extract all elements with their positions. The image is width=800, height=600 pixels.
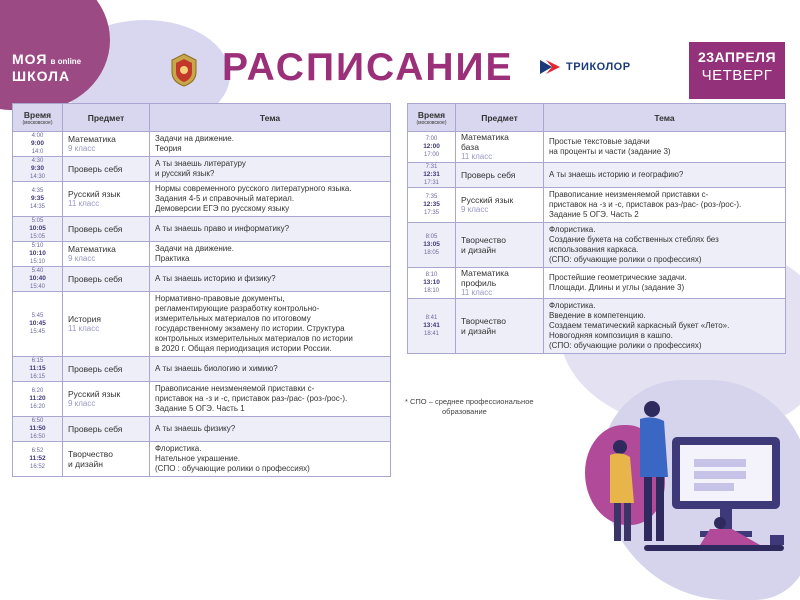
subject-cell: [456, 132, 544, 163]
subject-name: Проверь себя: [68, 164, 123, 174]
subject-name: Математика: [68, 244, 116, 254]
topic-cell: Флористика. Нательное украшение. (СПО : обучающие ролики о профессиях): [150, 442, 391, 477]
local-time: 4:00: [31, 133, 44, 139]
subject-column-header: Предмет: [63, 104, 150, 132]
time-cell: [408, 163, 456, 188]
local-time: 6:15: [31, 358, 44, 364]
grade-label: 9 класс: [461, 205, 489, 214]
local-time: 4:30: [31, 158, 44, 164]
page-title: РАСПИСАНИЕ: [222, 46, 514, 89]
moya-shkola-logo: [12, 52, 81, 84]
local-time: 15:10: [29, 259, 45, 265]
subject-cell: [63, 242, 150, 267]
topic-cell: Правописание неизменяемой приставки с- приставок на -з и -с, приставок раз-/рас- (роз-/рос-). Задание 5 ОГЭ. Часть 2: [544, 188, 786, 223]
schedule-table-right: [407, 103, 786, 354]
topic-column-header: Тема: [544, 104, 786, 132]
moscow-time: 11:20: [29, 395, 46, 402]
time-cell: [13, 132, 63, 157]
topic-cell: Задачи на движение. Теория: [150, 132, 391, 157]
local-time: 17:31: [423, 180, 439, 186]
schedule-row: [13, 242, 391, 267]
ministry-emblem-icon: [166, 52, 202, 88]
schedule-row: [13, 442, 391, 477]
topic-cell: А ты знаешь историю и географию?: [544, 163, 786, 188]
subject-name: Математика база: [461, 132, 509, 152]
moscow-time: 13:05: [423, 241, 440, 248]
schedule-row: [408, 299, 786, 354]
schedule-row: [13, 357, 391, 382]
moscow-time: 12:35: [423, 201, 440, 208]
subject-name: Русский язык: [461, 195, 514, 205]
time-cell: [13, 157, 63, 182]
topic-cell: Задачи на движение. Практика: [150, 242, 391, 267]
local-time: 16:15: [29, 374, 45, 380]
time-column-header: Время (московское): [13, 104, 63, 132]
topic-cell: Нормативно-правовые документы, регламентирующие разработку контрольно- измерительных материалов по итоговому государственному экзамену по истории. Структура контрольных измерительных материалов по истории в 2020 г. Общая периодизация истории России.: [150, 292, 391, 357]
schedule-row: [408, 132, 786, 163]
subject-cell: [63, 267, 150, 292]
subject-cell: [63, 182, 150, 217]
moscow-time: 10:40: [29, 275, 46, 282]
local-time: 17:35: [423, 210, 439, 216]
topic-cell: А ты знаешь историю и физику?: [150, 267, 391, 292]
subject-name: Проверь себя: [461, 170, 516, 180]
moscow-time: 10:10: [29, 250, 46, 257]
time-cell: [13, 442, 63, 477]
time-cell: [408, 268, 456, 299]
moscow-time: 12:00: [423, 143, 440, 150]
time-cell: [13, 217, 63, 242]
subject-cell: [456, 299, 544, 354]
moscow-time: 10:45: [29, 320, 46, 327]
moscow-time: 11:50: [29, 425, 46, 432]
topic-cell: Нормы современного русского литературного языка. Задания 4-5 и справочный материал. Демоверсии ЕГЭ по русскому языку: [150, 182, 391, 217]
schedule-row: [408, 163, 786, 188]
local-time: 8:10: [425, 272, 438, 278]
grade-label: 11 класс: [461, 152, 493, 161]
local-time: 5:45: [31, 313, 44, 319]
logo-word-2: ШКОЛА: [12, 68, 71, 84]
local-time: 7:00: [425, 136, 438, 142]
subject-cell: [456, 188, 544, 223]
time-cell: [13, 182, 63, 217]
subject-cell: [63, 382, 150, 417]
subject-cell: [456, 163, 544, 188]
schedule-row: [13, 182, 391, 217]
subject-name: Проверь себя: [68, 224, 123, 234]
topic-cell: Простые текстовые задачи на проценты и части (задание 3): [544, 132, 786, 163]
moscow-time: 9:30: [30, 165, 44, 172]
subject-cell: [63, 217, 150, 242]
time-cell: [13, 242, 63, 267]
local-time: 6:20: [31, 388, 44, 394]
time-cell: [13, 382, 63, 417]
grade-label: 11 класс: [68, 199, 100, 208]
time-cell: [13, 292, 63, 357]
local-time: 18:10: [423, 288, 439, 294]
time-cell: [408, 188, 456, 223]
date-badge: [689, 42, 785, 99]
subject-cell: [63, 417, 150, 442]
local-time: 5:40: [31, 268, 44, 274]
logo-tag: в online: [50, 57, 82, 66]
footnote-line: образование: [442, 407, 487, 416]
subject-name: Русский язык: [68, 189, 121, 199]
schedule-row: [13, 217, 391, 242]
local-time: 15:40: [29, 284, 45, 290]
local-time: 7:35: [425, 194, 438, 200]
local-time: 8:05: [425, 234, 438, 240]
subject-name: Проверь себя: [68, 274, 123, 284]
table-header-row: [408, 104, 786, 132]
tricolor-logo: [540, 60, 631, 74]
schedule-table-left: [12, 103, 391, 477]
topic-cell: Флористика. Создание букета на собственных стеблях без использования каркаса. (СПО: обучающие ролики о профессиях): [544, 223, 786, 268]
grade-label: 11 класс: [68, 324, 100, 333]
subject-name: Творчество и дизайн: [461, 316, 506, 336]
subject-cell: [63, 157, 150, 182]
subject-column-header: Предмет: [456, 104, 544, 132]
time-column-header: Время (московское): [408, 104, 456, 132]
schedule-row: [408, 223, 786, 268]
topic-column-header: Тема: [150, 104, 391, 132]
moscow-time: 10:05: [29, 225, 46, 232]
local-time: 5:10: [31, 243, 44, 249]
subject-cell: [63, 357, 150, 382]
topic-cell: А ты знаешь литературу и русский язык?: [150, 157, 391, 182]
local-time: 18:05: [423, 250, 439, 256]
local-time: 14:30: [29, 174, 45, 180]
topic-cell: А ты знаешь право и информатику?: [150, 217, 391, 242]
time-cell: [408, 299, 456, 354]
moscow-time: 9:00: [30, 140, 44, 147]
local-time: 17:00: [423, 152, 439, 158]
local-time: 15:05: [29, 234, 45, 240]
local-time: 8:41: [425, 315, 438, 321]
local-time: 16:50: [29, 434, 45, 440]
moscow-time: 13:10: [423, 279, 440, 286]
moscow-time: 13:41: [423, 322, 440, 329]
subject-cell: [63, 292, 150, 357]
schedule-row: [408, 188, 786, 223]
time-cell: [408, 223, 456, 268]
local-time: 16:52: [29, 464, 45, 470]
grade-label: 9 класс: [68, 144, 96, 153]
date-weekday: ЧЕТВЕРГ: [701, 67, 773, 84]
subject-name: Русский язык: [68, 389, 121, 399]
footnote-line: * СПО – среднее профессиональное: [405, 397, 534, 406]
subject-name: Творчество и дизайн: [68, 449, 113, 469]
topic-cell: А ты знаешь биологию и химию?: [150, 357, 391, 382]
schedule-row: [13, 382, 391, 417]
time-cell: [13, 417, 63, 442]
subject-name: Математика: [68, 134, 116, 144]
local-time: 16:20: [29, 404, 45, 410]
schedule-row: [13, 417, 391, 442]
grade-label: 9 класс: [68, 254, 96, 263]
time-cell: [13, 267, 63, 292]
subject-cell: [63, 132, 150, 157]
schedule-row: [13, 292, 391, 357]
moscow-time: 9:35: [30, 195, 44, 202]
local-time: 7:31: [425, 164, 438, 170]
local-time: 14:0: [31, 149, 44, 155]
moscow-time: 12:31: [423, 171, 440, 178]
local-time: 14:35: [29, 204, 45, 210]
topic-cell: А ты знаешь физику?: [150, 417, 391, 442]
local-time: 6:50: [31, 418, 44, 424]
schedule-row: [13, 267, 391, 292]
logo-word-1: МОЯ: [12, 51, 48, 67]
tricolor-mark-icon: [540, 60, 562, 74]
time-cell: [13, 357, 63, 382]
topic-cell: Простейшие геометрические задачи. Площади. Длины и углы (задание 3): [544, 268, 786, 299]
topic-cell: Правописание неизменяемой приставки с- приставок на -з и -с, приставок раз-/рас- (роз-/рос-). Задание 5 ОГЭ. Часть 1: [150, 382, 391, 417]
subject-name: Проверь себя: [68, 364, 123, 374]
local-time: 5:05: [31, 218, 44, 224]
subject-cell: [456, 223, 544, 268]
subject-name: Математика профиль: [461, 268, 509, 288]
grade-label: 9 класс: [68, 399, 96, 408]
local-time: 18:41: [423, 331, 439, 337]
table-header-row: [13, 104, 391, 132]
schedule-row: [408, 268, 786, 299]
subject-cell: [456, 268, 544, 299]
students-illustration: [560, 395, 800, 600]
time-cell: [408, 132, 456, 163]
footnote: [405, 397, 534, 417]
moscow-time: 11:52: [29, 455, 46, 462]
local-time: 15:45: [29, 329, 45, 335]
topic-cell: Флористика. Введение в компетенцию. Создаем тематический каркасный букет «Лето». Новогодняя композиция в кашпо. (СПО: обучающие ролики о профессиях): [544, 299, 786, 354]
subject-name: Творчество и дизайн: [461, 235, 506, 255]
date-day-month: 23АПРЕЛЯ: [697, 49, 777, 65]
moscow-time: 11:15: [29, 365, 46, 372]
subject-cell: [63, 442, 150, 477]
schedule-row: [13, 157, 391, 182]
subject-name: История: [68, 314, 101, 324]
local-time: 6:52: [31, 448, 44, 454]
tricolor-label: ТРИКОЛОР: [566, 61, 631, 73]
subject-name: Проверь себя: [68, 424, 123, 434]
local-time: 4:35: [31, 188, 44, 194]
schedule-row: [13, 132, 391, 157]
grade-label: 11 класс: [461, 288, 493, 297]
